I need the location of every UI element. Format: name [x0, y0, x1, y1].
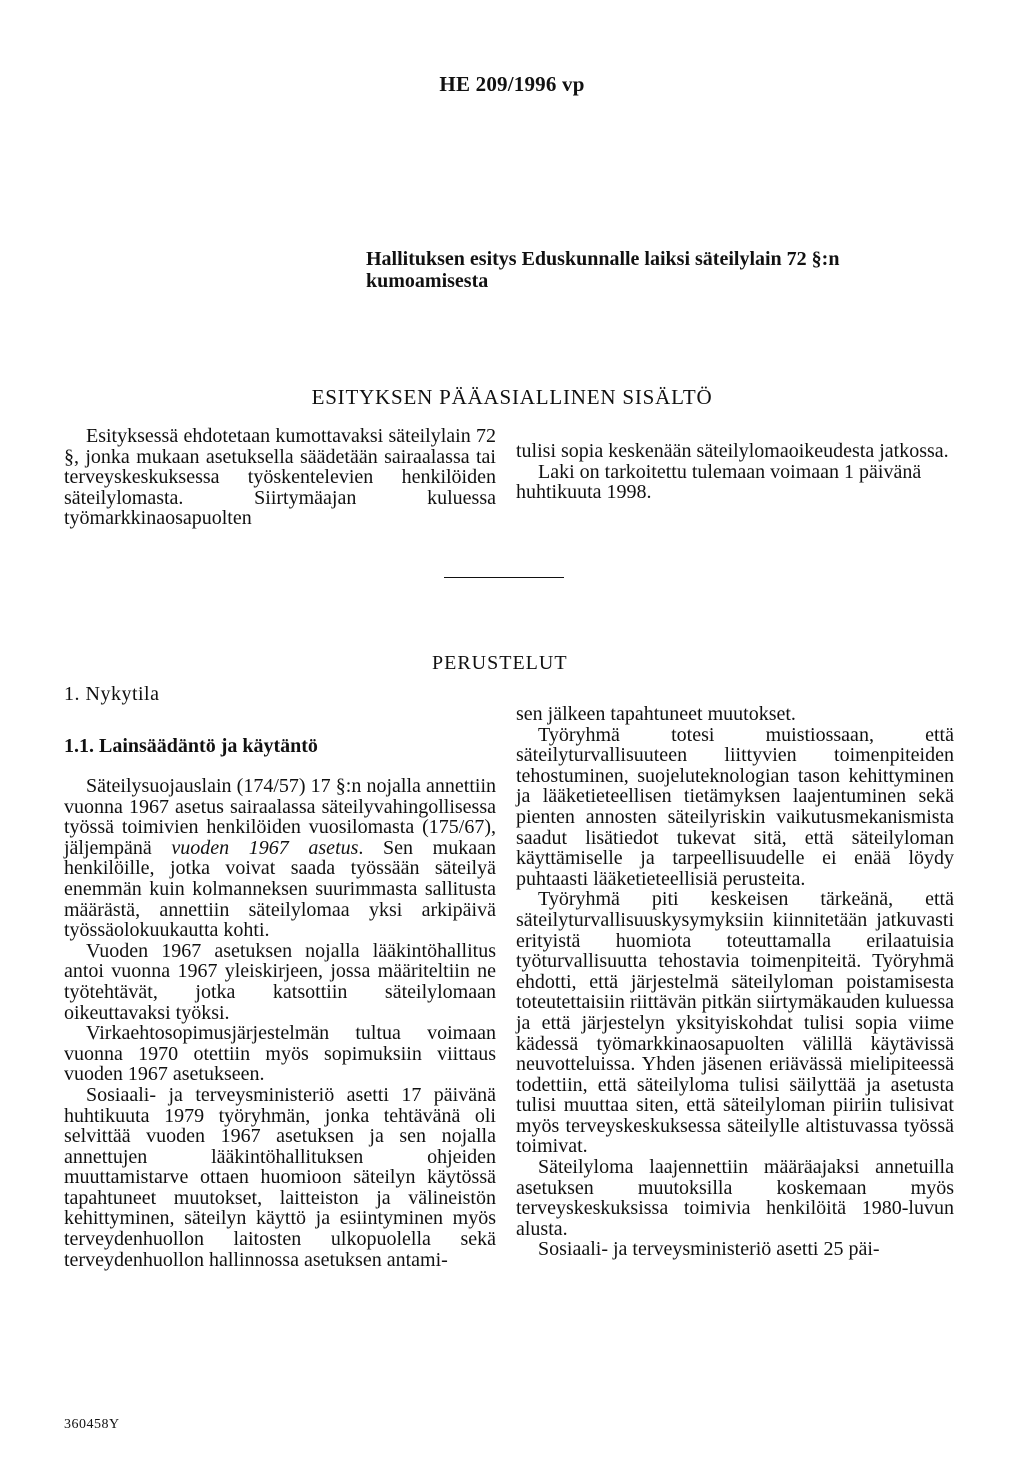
- body-text: Säteilysuojauslain (174/57) 17 §:n nojalla annettiin vuonna 1967 asetus sairaalassa säteilyvahingollisessa työssä toimivien henkilöiden vuosilomasta (175/67), jäljempänä: [64, 775, 496, 859]
- body-paragraph: Sosiaali- ja terveysministeriö asetti 17 päivänä huhtikuuta 1979 työryhmän, jonka tehtävänä oli selvittää vuoden 1967 asetuksen ja sen nojalla annettujen lääkintöhallituksen ohjeiden muuttamistarve ottaen huomioon säteilyn käytössä tapahtuneet muutokset, laitteiston ja välineistön kehittyminen, säteilyn käyttö ja esiintyminen myös terveydenhuollon laitosten ulkopuolella sekä terveydenhuollon hallinnossa asetuksen antami-: [64, 1083, 496, 1271]
- summary-paragraph: Esityksessä ehdotetaan kumottavaksi säteilylain 72 §, jonka mukaan asetuksella säädetään sairaalassa tai terveyskeskuksessa työskentelevien henkilöiden säteilylomasta. Siirtymäajan kuluessa työmarkkinaosapuolten: [64, 425, 496, 530]
- body-paragraph: Työryhmä piti keskeisen tärkeänä, että säteilyturvallisuuskysymyksiin kiinnitetään jatkuvasti erityistä huomiota toteuttamalla erilaatuisia työturvallisuutta tehostavia toimenpiteitä. Työryhmä ehdotti, että järjestelmä säteilyloman poistamisesta toteutettaisiin riittävän pitkän siirtymäkauden kuluessa ja että järjestelyn yksityiskohdat tulisi sopia viime kädessä työmarkkinaosapuolten välillä käytävissä neuvotteluissa. Yhden jäsenen eriävässä mielipiteessä todettiin, että säteilyloma tulisi säilyttää ja asetusta tulisi muuttaa siten, että säteilyloman piiriin tulisivat myös terveyskeskuksessa säteilylle altistuvassa työssä toimivat.: [516, 888, 954, 1158]
- body-left-column: [64, 776, 496, 1270]
- section-divider: [444, 577, 564, 578]
- body-text: . Sen mukaan henkilöille, jotka voivat saada työssään säteilyä enemmän kuin kolmanneksen suurimmasta sallitusta määrästä, annettiin säteilylomaa yksi arkipäivä työssäolokuukautta kohti.: [64, 836, 496, 942]
- summary-left-column: [64, 426, 496, 529]
- summary-paragraph: Laki on tarkoitettu tulemaan voimaan 1 päivänä huhtikuuta 1998.: [516, 460, 922, 504]
- document-title: Hallituksen esitys Eduskunnalle laiksi säteilylain 72 §:n kumoamisesta: [366, 248, 840, 292]
- body-paragraph: Työryhmä totesi muistiossaan, että säteilyturvallisuuteen liittyvien toimenpiteiden tehostuminen, suojeluteknologian tason kehittyminen ja lääketieteellisen tietämyksen laajentuminen sekä pienten annosten säteilyriskin vaikutusmekanismista saadut lisätiedot tukevat sitä, että säteilyloman käyttämiselle ja tarpeellisuudelle ei enää löydy puhtaasti lääketieteellisiä perusteita.: [516, 723, 954, 890]
- body-paragraph: Virkaehtosopimusjärjestelmän tultua voimaan vuonna 1970 otettiin myös sopimuksiin viittaus vuoden 1967 asetukseen.: [64, 1022, 496, 1086]
- body-paragraph: Säteilyloma laajennettiin määräajaksi annetuilla asetuksen muutoksilla koskemaan myös terveyskeskuksissa toimivia henkilöitä 1980-luvun alusta.: [516, 1156, 954, 1240]
- body-paragraph: [64, 776, 496, 941]
- perustelut-heading: PERUSTELUT: [432, 652, 568, 674]
- body-paragraph: Sosiaali- ja terveysministeriö asetti 25 päi-: [538, 1238, 880, 1261]
- section-heading-nykytila: 1. Nykytila: [64, 683, 160, 705]
- summary-heading: ESITYKSEN PÄÄASIALLINEN SISÄLTÖ: [311, 385, 713, 409]
- body-paragraph: sen jälkeen tapahtuneet muutokset.: [516, 703, 796, 725]
- document-id-header: HE 209/1996 vp: [439, 72, 585, 96]
- document-code: 360458Y: [64, 1417, 120, 1432]
- summary-paragraph: tulisi sopia keskenään säteilylomaoikeudesta jatkossa.: [516, 440, 949, 462]
- body-text-italic: vuoden 1967 asetus: [171, 836, 359, 859]
- subsection-heading-lainsaadanto: 1.1. Lainsäädäntö ja käytäntö: [64, 735, 318, 757]
- summary-right-column: [516, 441, 956, 503]
- body-paragraph: Vuoden 1967 asetuksen nojalla lääkintöhallitus antoi vuonna 1967 yleiskirjeen, jossa määriteltiin ne työtehtävät, jotka katsottiin säteilylomaan oikeuttavaksi työksi.: [64, 939, 496, 1024]
- body-right-column: [516, 704, 954, 1260]
